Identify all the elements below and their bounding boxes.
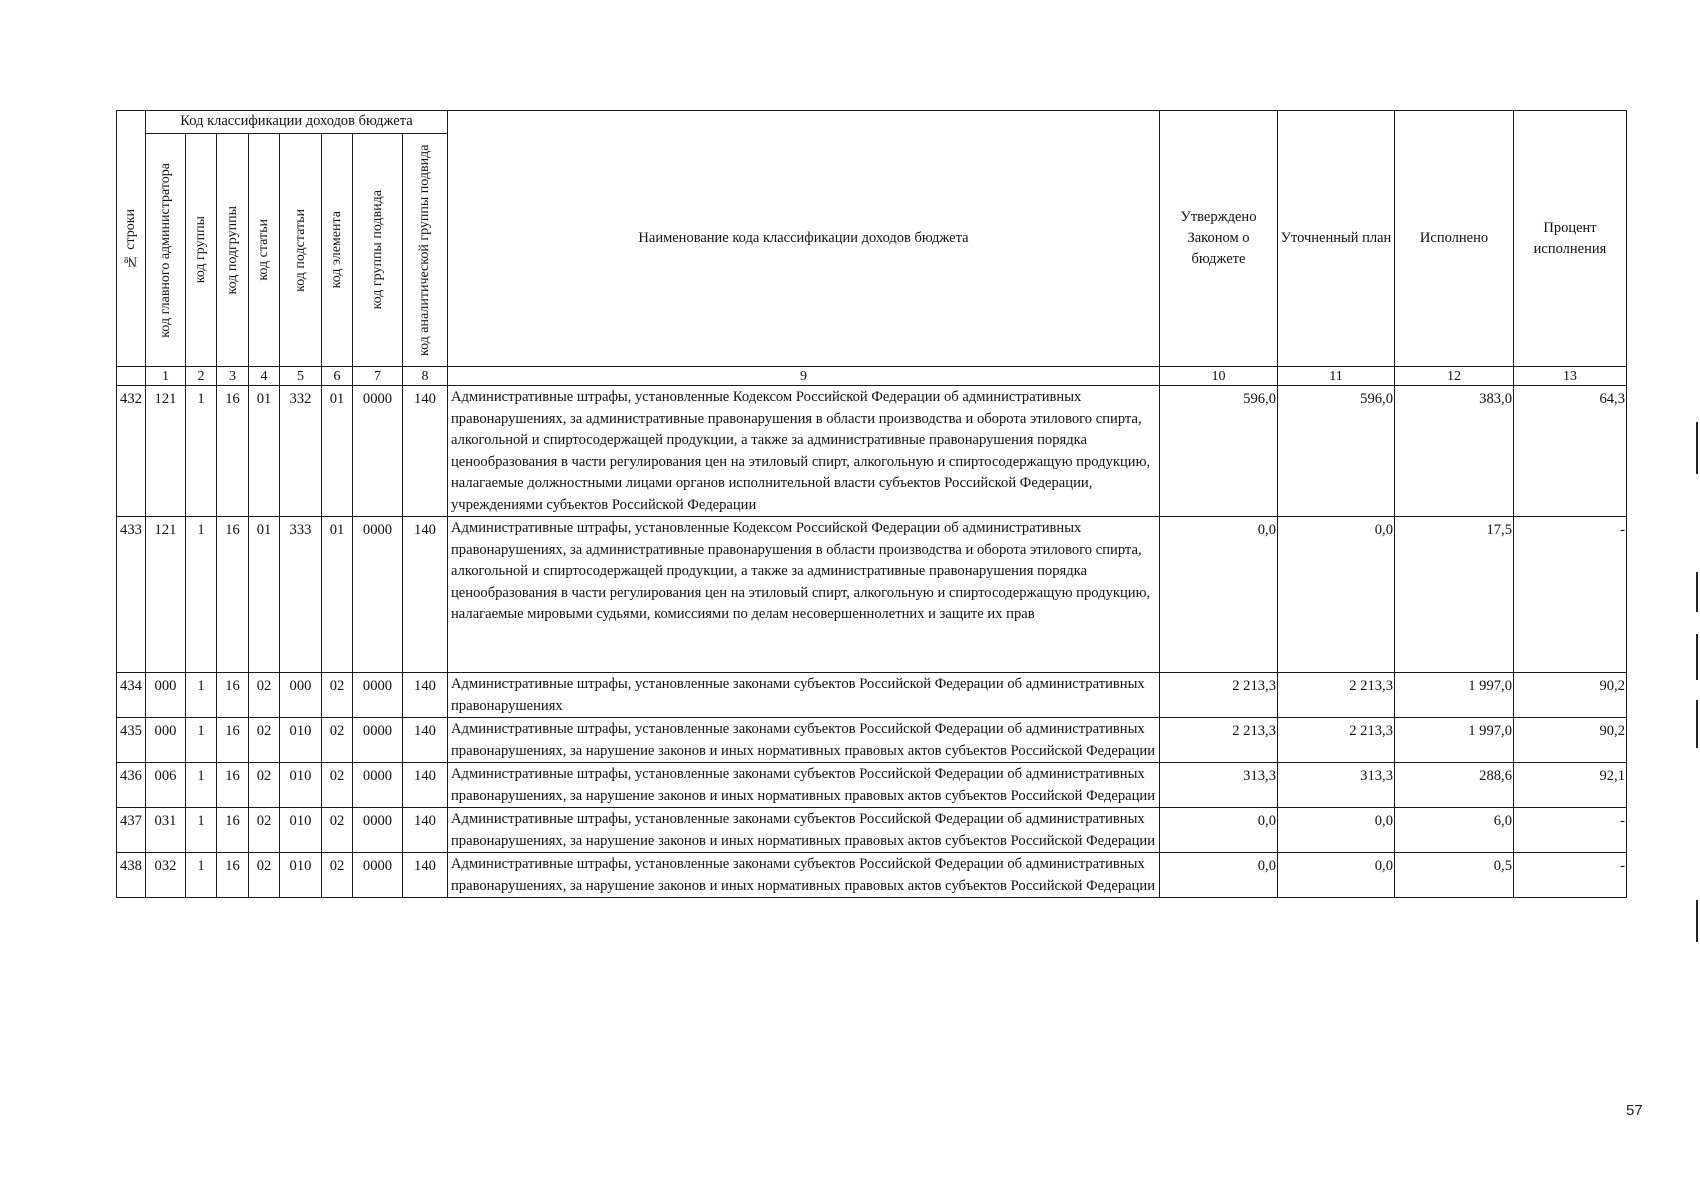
- column-number-cell: 6: [322, 367, 353, 386]
- element-code: 02: [322, 763, 353, 808]
- article-code-label: код статьи: [256, 219, 271, 281]
- subtype-group-code: 0000: [353, 718, 403, 763]
- refined-plan-value: 0,0: [1278, 808, 1395, 853]
- table-row: [117, 763, 1627, 808]
- admin-code: 000: [146, 673, 186, 718]
- subarticle-code: 010: [280, 763, 322, 808]
- approved-column-header: Утверждено Законом о бюджете: [1160, 111, 1278, 367]
- subtype-group-code: 0000: [353, 673, 403, 718]
- row-number: 436: [117, 763, 146, 808]
- column-number-cell: 5: [280, 367, 322, 386]
- subarticle-code-label: код подстатьи: [292, 208, 308, 292]
- element-code-header: [322, 134, 353, 367]
- refined-plan-value: 0,0: [1278, 517, 1395, 673]
- column-number-cell: 9: [448, 367, 1160, 386]
- approved-value: 2 213,3: [1160, 718, 1278, 763]
- percent-value: -: [1514, 517, 1627, 673]
- group-code-label: код группы: [193, 216, 208, 284]
- subarticle-code: 333: [280, 517, 322, 673]
- header-row: [117, 111, 1627, 134]
- subarticle-code: 010: [280, 853, 322, 898]
- name-column-header: Наименование кода классификации доходов бюджета: [448, 111, 1160, 367]
- percent-value: -: [1514, 808, 1627, 853]
- element-code: 01: [322, 517, 353, 673]
- column-number-cell: 4: [249, 367, 280, 386]
- column-number-cell: 10: [1160, 367, 1278, 386]
- subgroup-code: 16: [217, 673, 249, 718]
- article-code: 01: [249, 517, 280, 673]
- article-code: 02: [249, 718, 280, 763]
- analytic-group-code: 140: [403, 517, 448, 673]
- table-row: [117, 386, 1627, 517]
- element-code: 02: [322, 718, 353, 763]
- percent-value: 92,1: [1514, 763, 1627, 808]
- executed-value: 288,6: [1395, 763, 1514, 808]
- table-row: [117, 808, 1627, 853]
- approved-value: 313,3: [1160, 763, 1278, 808]
- column-number-cell: 1: [146, 367, 186, 386]
- page-number: 57: [1626, 1102, 1643, 1119]
- subtype-group-code: 0000: [353, 517, 403, 673]
- analytic-group-code-header: [403, 134, 448, 367]
- admin-code-header: [146, 134, 186, 367]
- element-code-label: код элемента: [329, 211, 344, 289]
- percent-value: 64,3: [1514, 386, 1627, 517]
- row-number-header: [117, 111, 146, 367]
- column-number-cell: 2: [186, 367, 217, 386]
- column-number-cell: 8: [403, 367, 448, 386]
- subgroup-code: 16: [217, 808, 249, 853]
- percent-value: 90,2: [1514, 673, 1627, 718]
- admin-code: 121: [146, 517, 186, 673]
- revenue-name: Административные штрафы, установленные Кодексом Российской Федерации об административных правонарушениях, за административные правонарушения в области производства и оборота этилового спирта, алкогольной и спиртосодержащей продукции, а также за административные правонарушения порядка ценообразования в части регулирования цен на этиловый спирт, алкогольную и спиртосодержащую продукцию, налагаемые мировыми судьями, комиссиями по делам несовершеннолетних и защите их прав: [448, 517, 1160, 673]
- subgroup-code: 16: [217, 386, 249, 517]
- refined-plan-value: 596,0: [1278, 386, 1395, 517]
- table-row: [117, 853, 1627, 898]
- refined-plan-value: 2 213,3: [1278, 673, 1395, 718]
- subarticle-code-header: [280, 134, 322, 367]
- row-number: 434: [117, 673, 146, 718]
- analytic-group-code-label: код аналитической группы подвида: [417, 144, 432, 356]
- scan-edge-mark: [1696, 422, 1698, 474]
- group-code: 1: [186, 808, 217, 853]
- row-number: 437: [117, 808, 146, 853]
- subgroup-code-label: код подгруппы: [224, 205, 240, 295]
- executed-value: 1 997,0: [1395, 673, 1514, 718]
- column-number-cell: 3: [217, 367, 249, 386]
- revenue-name: Административные штрафы, установленные Кодексом Российской Федерации об административных правонарушениях, за административные правонарушения в области производства и оборота этилового спирта, алкогольной и спиртосодержащей продукции, а также за административные правонарушения порядка ценообразования в части регулирования цен на этиловый спирт, алкогольную и спиртосодержащую продукцию, налагаемые должностными лицами органов исполнительной власти субъектов Российской Федерации, учреждениями субъектов Российской Федерации: [448, 386, 1160, 517]
- admin-code: 000: [146, 718, 186, 763]
- executed-value: 383,0: [1395, 386, 1514, 517]
- group-code: 1: [186, 853, 217, 898]
- analytic-group-code: 140: [403, 808, 448, 853]
- approved-value: 0,0: [1160, 853, 1278, 898]
- column-number-cell: 7: [353, 367, 403, 386]
- subtype-group-code: 0000: [353, 386, 403, 517]
- column-number-cell: 13: [1514, 367, 1627, 386]
- element-code: 02: [322, 853, 353, 898]
- row-number: 433: [117, 517, 146, 673]
- scan-edge-mark: [1696, 634, 1698, 680]
- analytic-group-code: 140: [403, 718, 448, 763]
- analytic-group-code: 140: [403, 763, 448, 808]
- column-number-cell: [117, 367, 146, 386]
- admin-code-label: код главного администратора: [157, 162, 173, 338]
- revenue-name: Административные штрафы, установленные законами субъектов Российской Федерации об административных правонарушениях, за нарушение законов и иных нормативных правовых актов субъектов Российской Федерации: [448, 763, 1160, 808]
- executed-value: 1 997,0: [1395, 718, 1514, 763]
- row-number: 432: [117, 386, 146, 517]
- scan-edge-mark: [1696, 700, 1698, 748]
- subarticle-code: 010: [280, 718, 322, 763]
- analytic-group-code: 140: [403, 386, 448, 517]
- revenue-name: Административные штрафы, установленные законами субъектов Российской Федерации об административных правонарушениях, за нарушение законов и иных нормативных правовых актов субъектов Российской Федерации: [448, 853, 1160, 898]
- approved-value: 596,0: [1160, 386, 1278, 517]
- table-row: [117, 673, 1627, 718]
- subarticle-code: 000: [280, 673, 322, 718]
- article-code: 02: [249, 673, 280, 718]
- subtype-group-code-label: код группы подвида: [369, 190, 385, 310]
- scan-edge-mark: [1696, 900, 1698, 942]
- approved-value: 2 213,3: [1160, 673, 1278, 718]
- revenue-name: Административные штрафы, установленные законами субъектов Российской Федерации об административных правонарушениях: [448, 673, 1160, 718]
- percent-column-header: Процент исполнения: [1514, 111, 1627, 367]
- analytic-group-code: 140: [403, 673, 448, 718]
- subgroup-code: 16: [217, 763, 249, 808]
- admin-code: 032: [146, 853, 186, 898]
- subtype-group-code: 0000: [353, 763, 403, 808]
- admin-code: 031: [146, 808, 186, 853]
- subtype-group-code: 0000: [353, 853, 403, 898]
- element-code: 02: [322, 808, 353, 853]
- executed-value: 17,5: [1395, 517, 1514, 673]
- table-row: [117, 718, 1627, 763]
- article-code-header: [249, 134, 280, 367]
- table-row: [117, 517, 1627, 673]
- refined-plan-value: 313,3: [1278, 763, 1395, 808]
- subarticle-code: 332: [280, 386, 322, 517]
- group-code: 1: [186, 718, 217, 763]
- article-code: 02: [249, 853, 280, 898]
- admin-code: 006: [146, 763, 186, 808]
- subgroup-code-header: [217, 134, 249, 367]
- analytic-group-code: 140: [403, 853, 448, 898]
- executed-value: 0,5: [1395, 853, 1514, 898]
- group-code-header: [186, 134, 217, 367]
- executed-value: 6,0: [1395, 808, 1514, 853]
- subtype-group-code: 0000: [353, 808, 403, 853]
- approved-value: 0,0: [1160, 517, 1278, 673]
- row-number: 438: [117, 853, 146, 898]
- article-code: 02: [249, 808, 280, 853]
- row-number-header-label: № строки: [123, 208, 138, 269]
- group-code: 1: [186, 517, 217, 673]
- article-code: 02: [249, 763, 280, 808]
- column-number-cell: 11: [1278, 367, 1395, 386]
- element-code: 01: [322, 386, 353, 517]
- refined-plan-column-header: Уточненный план: [1278, 111, 1395, 367]
- column-number-row: [117, 367, 1627, 386]
- revenue-name: Административные штрафы, установленные законами субъектов Российской Федерации об административных правонарушениях, за нарушение законов и иных нормативных правовых актов субъектов Российской Федерации: [448, 718, 1160, 763]
- subgroup-code: 16: [217, 853, 249, 898]
- admin-code: 121: [146, 386, 186, 517]
- subgroup-code: 16: [217, 517, 249, 673]
- group-code: 1: [186, 673, 217, 718]
- article-code: 01: [249, 386, 280, 517]
- refined-plan-value: 2 213,3: [1278, 718, 1395, 763]
- group-code: 1: [186, 763, 217, 808]
- executed-column-header: Исполнено: [1395, 111, 1514, 367]
- percent-value: -: [1514, 853, 1627, 898]
- refined-plan-value: 0,0: [1278, 853, 1395, 898]
- row-number: 435: [117, 718, 146, 763]
- column-number-cell: 12: [1395, 367, 1514, 386]
- percent-value: 90,2: [1514, 718, 1627, 763]
- subtype-group-code-header: [353, 134, 403, 367]
- subarticle-code: 010: [280, 808, 322, 853]
- element-code: 02: [322, 673, 353, 718]
- subgroup-code: 16: [217, 718, 249, 763]
- group-code: 1: [186, 386, 217, 517]
- approved-value: 0,0: [1160, 808, 1278, 853]
- revenue-classification-table: [116, 110, 1627, 898]
- scan-edge-mark: [1696, 572, 1698, 612]
- revenue-name: Административные штрафы, установленные законами субъектов Российской Федерации об административных правонарушениях, за нарушение законов и иных нормативных правовых актов субъектов Российской Федерации: [448, 808, 1160, 853]
- code-group-header: Код классификации доходов бюджета: [146, 111, 448, 134]
